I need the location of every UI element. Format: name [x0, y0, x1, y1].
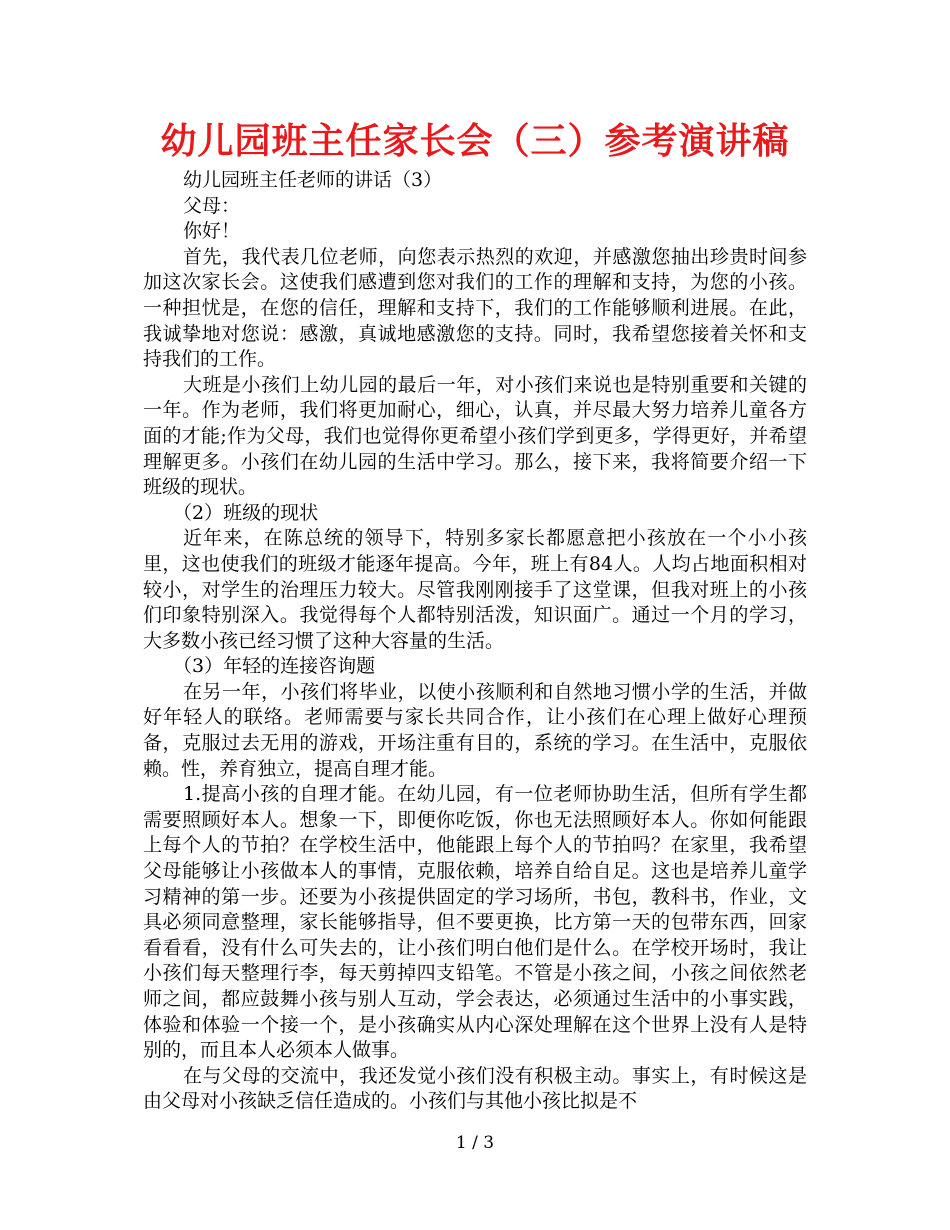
- page-number: 1 / 3: [455, 1133, 495, 1153]
- paragraph-welcome: 首先，我代表几位老师，向您表示热烈的欢迎，并感激您抽出珍贵时间参加这次家长会。这使我们感遭到您对我们的工作的理解和支持，为您的小孩。一种担忧是，在您的信任，理解和支持下，我们的工作能够顺利进展。在此，我诚挚地对您说：感激，真诚地感激您的支持。同时，我希望您接着关怀和支持我们的工作。: [143, 245, 807, 371]
- paragraph-class-status: 近年来，在陈总统的领导下，特别多家长都愿意把小孩放在一个小小孩里，这也使我们的班级才能逐年提高。今年，班上有84人。人均占地面积相对较小，对学生的治理压力较大。尽管我刚刚接手了这堂课，但我对班上的小孩们印象特别深入。我觉得每个人都特别活泼，知识面广。通过一个月的学习，大多数小孩已经习惯了这种大容量的生活。: [143, 527, 807, 652]
- salutation: 父母：: [183, 194, 241, 217]
- paragraph-parent-communication: 在与父母的交流中，我还发觉小孩们没有积极主动。事实上，有时候这是由父母对小孩缺乏信任造成的。小孩们与其他小孩比拟是不: [143, 1064, 807, 1113]
- greeting: 你好！: [183, 220, 241, 243]
- speech-heading: 幼儿园班主任老师的讲话（3）: [183, 169, 443, 191]
- document-body: [143, 168, 807, 1115]
- section-heading-transition: （3）年轻的连接咨询题: [173, 655, 376, 678]
- paragraph-senior-class: 大班是小孩们上幼儿园的最后一年，对小孩们来说也是特别重要和关键的一年。作为老师，我们将更加耐心，细心，认真，并尽最大努力培养儿童各方面的才能;作为父母，我们也觉得你更希望小孩们学到更多，学得更好，并希望理解更多。小孩们在幼儿园的生活中学习。那么，接下来，我将简要介绍一下班级的现状。: [143, 373, 807, 499]
- paragraph-transition: 在另一年，小孩们将毕业，以使小孩顺利和自然地习惯小学的生活，并做好年轻人的联络。老师需要与家长共同合作，让小孩们在心理上做好心理预备，克服过去无用的游戏，开场注重有目的，系统的学习。在生活中，克服依赖。性，养育独立，提高自理才能。: [143, 680, 807, 780]
- paragraph-self-care: 1.提高小孩的自理才能。在幼儿园，有一位老师协助生活，但所有学生都需要照顾好本人。想象一下，即便你吃饭，你也无法照顾好本人。你如何能跟上每个人的节拍？在学校生活中，他能跟上每个人的节拍吗？在家里，我希望父母能够让小孩做本人的事情，克服依赖，培养自给自足。这也是培养儿童学习精神的第一步。还要为小孩提供固定的学习场所，书包，教科书，作业，文具必须同意整理，家长能够指导，但不要更换，比方第一天的包带东西，回家看看看，没有什么可失去的，让小孩们明白他们是什么。在学校开场时，我让小孩们每天整理行李，每天剪掉四支铅笔。不管是小孩之间，小孩之间依然老师之间，都应鼓舞小孩与别人互动，学会表达，必须通过生活中的小事实践，体验和体验一个接一个，是小孩确实从内心深处理解在这个世界上没有人是特别的，而且本人必须本人做事。: [143, 783, 807, 1062]
- section-heading-class-status: （2）班级的现状: [173, 501, 319, 524]
- document-title: 幼儿园班主任家长会（三）参考演讲稿: [160, 121, 790, 162]
